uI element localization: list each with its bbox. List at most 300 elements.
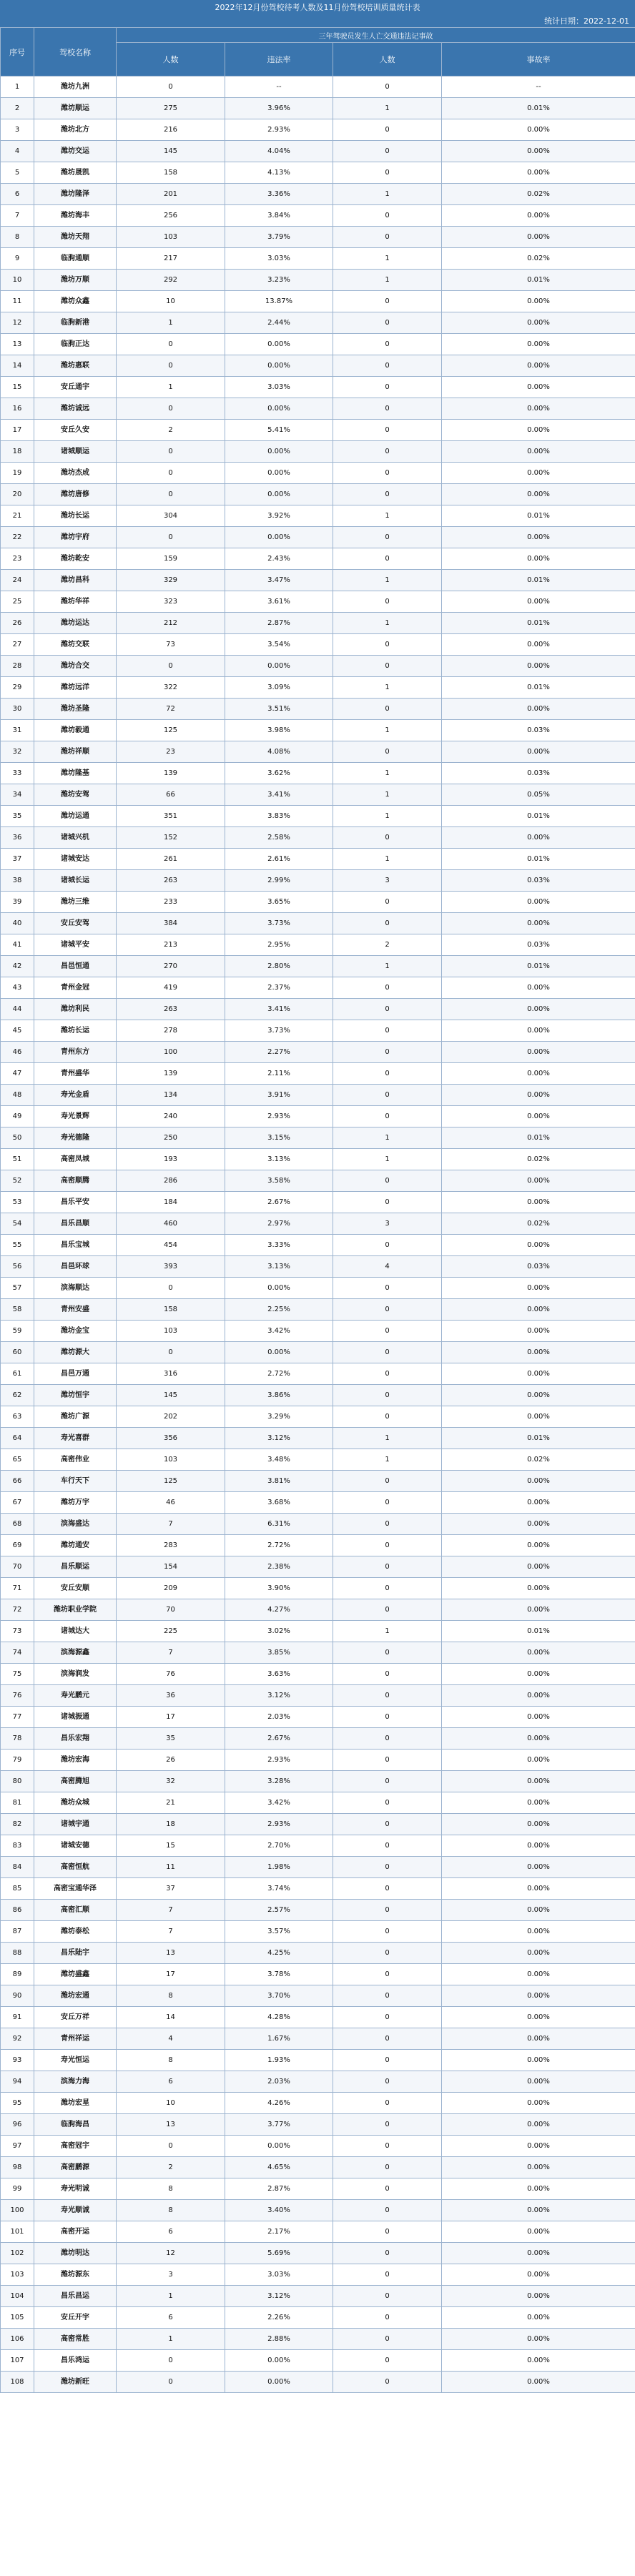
cell-count2: 0 xyxy=(333,312,442,334)
cell-count2: 1 xyxy=(333,784,442,806)
cell-count2: 4 xyxy=(333,1256,442,1278)
cell-rate1: 2.03% xyxy=(225,2071,333,2093)
cell-count1: 100 xyxy=(117,1042,225,1063)
cell-school: 潍坊恒宇 xyxy=(34,1385,117,1406)
cell-count1: 159 xyxy=(117,548,225,570)
cell-rate2: 0.02% xyxy=(442,1213,635,1235)
cell-school: 安丘久安 xyxy=(34,420,117,441)
cell-rate2: 0.00% xyxy=(442,1835,635,1857)
header-count1: 人数 xyxy=(117,43,225,77)
cell-count2: 1 xyxy=(333,956,442,977)
cell-school: 昌乐陆宇 xyxy=(34,1943,117,1964)
cell-seq: 54 xyxy=(1,1213,34,1235)
table-row xyxy=(1,2286,635,2307)
cell-school: 诸城宇通 xyxy=(34,1814,117,1835)
cell-rate1: 3.13% xyxy=(225,1149,333,1170)
cell-seq: 30 xyxy=(1,699,34,720)
table-row xyxy=(1,1664,635,1685)
cell-rate1: 2.44% xyxy=(225,312,333,334)
cell-rate1: 0.00% xyxy=(225,1278,333,1299)
cell-rate2: 0.00% xyxy=(442,2028,635,2050)
cell-school: 昌乐宝城 xyxy=(34,1235,117,1256)
cell-rate2: 0.00% xyxy=(442,1299,635,1321)
cell-count1: 2 xyxy=(117,2157,225,2178)
cell-rate1: 0.00% xyxy=(225,398,333,420)
cell-count2: 0 xyxy=(333,1857,442,1878)
cell-seq: 33 xyxy=(1,763,34,784)
table-row xyxy=(1,1406,635,1428)
cell-count1: 275 xyxy=(117,98,225,119)
cell-school: 安丘安顺 xyxy=(34,1578,117,1599)
cell-count2: 0 xyxy=(333,1342,442,1363)
cell-count2: 0 xyxy=(333,77,442,98)
cell-rate1: 2.27% xyxy=(225,1042,333,1063)
cell-rate1: 3.40% xyxy=(225,2200,333,2221)
cell-seq: 53 xyxy=(1,1192,34,1213)
cell-count2: 0 xyxy=(333,1814,442,1835)
cell-seq: 73 xyxy=(1,1621,34,1642)
table-row xyxy=(1,1020,635,1042)
cell-rate1: 2.88% xyxy=(225,2329,333,2350)
cell-school: 寿光鹏元 xyxy=(34,1685,117,1707)
cell-count1: 460 xyxy=(117,1213,225,1235)
cell-count1: 393 xyxy=(117,1256,225,1278)
cell-count2: 0 xyxy=(333,1878,442,1900)
cell-count1: 233 xyxy=(117,892,225,913)
cell-school: 高密恒航 xyxy=(34,1857,117,1878)
cell-rate2: 0.00% xyxy=(442,827,635,849)
table-row xyxy=(1,441,635,463)
cell-count2: 0 xyxy=(333,205,442,227)
cell-school: 诸城振通 xyxy=(34,1707,117,1728)
cell-school: 潍坊长运 xyxy=(34,505,117,527)
cell-count2: 0 xyxy=(333,1471,442,1492)
cell-count2: 0 xyxy=(333,2264,442,2286)
cell-rate2: 0.00% xyxy=(442,463,635,484)
table-row xyxy=(1,1514,635,1535)
table-row xyxy=(1,1063,635,1085)
cell-seq: 42 xyxy=(1,956,34,977)
cell-count1: 70 xyxy=(117,1599,225,1621)
table-row xyxy=(1,1621,635,1642)
cell-rate1: 0.00% xyxy=(225,2350,333,2372)
cell-rate1: 3.98% xyxy=(225,720,333,741)
cell-count2: 2 xyxy=(333,934,442,956)
table-row xyxy=(1,1256,635,1278)
cell-rate2: 0.00% xyxy=(442,355,635,377)
table-row xyxy=(1,913,635,934)
cell-school: 高密冠宇 xyxy=(34,2136,117,2157)
cell-school: 寿光明诚 xyxy=(34,2178,117,2200)
cell-rate2: 0.00% xyxy=(442,441,635,463)
cell-seq: 63 xyxy=(1,1406,34,1428)
table-row xyxy=(1,1771,635,1792)
table-row xyxy=(1,1085,635,1106)
cell-seq: 95 xyxy=(1,2093,34,2114)
cell-seq: 56 xyxy=(1,1256,34,1278)
cell-rate2: 0.00% xyxy=(442,398,635,420)
cell-seq: 23 xyxy=(1,548,34,570)
table-row xyxy=(1,2307,635,2329)
cell-seq: 75 xyxy=(1,1664,34,1685)
cell-count1: 4 xyxy=(117,2028,225,2050)
table-row xyxy=(1,548,635,570)
cell-count2: 0 xyxy=(333,1514,442,1535)
cell-school: 潍坊安驾 xyxy=(34,784,117,806)
cell-count2: 0 xyxy=(333,1728,442,1750)
table-row xyxy=(1,1556,635,1578)
cell-rate2: 0.00% xyxy=(442,1514,635,1535)
table-row xyxy=(1,162,635,184)
cell-count1: 6 xyxy=(117,2221,225,2243)
cell-rate2: 0.00% xyxy=(442,162,635,184)
table-row xyxy=(1,1192,635,1213)
cell-school: 潍坊乾安 xyxy=(34,548,117,570)
cell-seq: 107 xyxy=(1,2350,34,2372)
cell-seq: 103 xyxy=(1,2264,34,2286)
cell-count1: 270 xyxy=(117,956,225,977)
cell-school: 潍坊源大 xyxy=(34,1342,117,1363)
cell-seq: 3 xyxy=(1,119,34,141)
cell-rate2: 0.00% xyxy=(442,205,635,227)
cell-seq: 77 xyxy=(1,1707,34,1728)
cell-rate1: 3.62% xyxy=(225,763,333,784)
cell-rate1: 3.70% xyxy=(225,1985,333,2007)
cell-count2: 0 xyxy=(333,1278,442,1299)
cell-rate1: 3.42% xyxy=(225,1321,333,1342)
cell-rate2: 0.00% xyxy=(442,977,635,999)
cell-count1: 292 xyxy=(117,270,225,291)
cell-rate1: 3.54% xyxy=(225,634,333,656)
cell-rate2: 0.01% xyxy=(442,806,635,827)
cell-count1: 15 xyxy=(117,1835,225,1857)
cell-rate1: 2.03% xyxy=(225,1707,333,1728)
cell-rate2: 0.00% xyxy=(442,656,635,677)
cell-count1: 2 xyxy=(117,420,225,441)
cell-school: 潍坊唐修 xyxy=(34,484,117,505)
cell-count2: 0 xyxy=(333,1321,442,1342)
cell-seq: 102 xyxy=(1,2243,34,2264)
table-row xyxy=(1,613,635,634)
cell-school: 临朐通顺 xyxy=(34,248,117,270)
cell-school: 昌邑环球 xyxy=(34,1256,117,1278)
table-row xyxy=(1,1127,635,1149)
cell-rate1: 4.28% xyxy=(225,2007,333,2028)
cell-seq: 68 xyxy=(1,1514,34,1535)
cell-count2: 0 xyxy=(333,2114,442,2136)
cell-count2: 0 xyxy=(333,741,442,763)
cell-count1: 152 xyxy=(117,827,225,849)
cell-count2: 1 xyxy=(333,1127,442,1149)
cell-count2: 0 xyxy=(333,2200,442,2221)
table-row xyxy=(1,677,635,699)
header-count2: 人数 xyxy=(333,43,442,77)
table-row xyxy=(1,1449,635,1471)
cell-rate1: 4.04% xyxy=(225,141,333,162)
cell-count2: 0 xyxy=(333,1363,442,1385)
table-row xyxy=(1,184,635,205)
cell-school: 高密顺腾 xyxy=(34,1170,117,1192)
cell-rate2: 0.00% xyxy=(442,2200,635,2221)
cell-seq: 98 xyxy=(1,2157,34,2178)
table-row xyxy=(1,141,635,162)
cell-rate1: 0.00% xyxy=(225,484,333,505)
cell-school: 潍坊盛鑫 xyxy=(34,1964,117,1985)
cell-rate1: 2.67% xyxy=(225,1728,333,1750)
cell-rate2: 0.00% xyxy=(442,1964,635,1985)
cell-rate2: 0.01% xyxy=(442,505,635,527)
cell-rate1: 3.36% xyxy=(225,184,333,205)
cell-rate2: 0.00% xyxy=(442,1599,635,1621)
table-body xyxy=(1,77,635,2393)
cell-rate2: 0.00% xyxy=(442,2157,635,2178)
cell-rate1: 2.72% xyxy=(225,1535,333,1556)
cell-rate2: 0.00% xyxy=(442,1750,635,1771)
cell-count1: 419 xyxy=(117,977,225,999)
cell-seq: 45 xyxy=(1,1020,34,1042)
cell-seq: 60 xyxy=(1,1342,34,1363)
cell-school: 青州安盛 xyxy=(34,1299,117,1321)
cell-rate1: 2.38% xyxy=(225,1556,333,1578)
table-row xyxy=(1,720,635,741)
cell-school: 潍坊长运 xyxy=(34,1020,117,1042)
cell-seq: 74 xyxy=(1,1642,34,1664)
table-row xyxy=(1,1964,635,1985)
cell-rate1: 3.23% xyxy=(225,270,333,291)
cell-count1: 8 xyxy=(117,2050,225,2071)
cell-rate1: 3.90% xyxy=(225,1578,333,1599)
cell-school: 潍坊新旺 xyxy=(34,2372,117,2393)
cell-seq: 101 xyxy=(1,2221,34,2243)
cell-seq: 82 xyxy=(1,1814,34,1835)
cell-count2: 1 xyxy=(333,98,442,119)
table-row xyxy=(1,2372,635,2393)
cell-rate2: 0.02% xyxy=(442,1149,635,1170)
table-row xyxy=(1,98,635,119)
cell-rate2: 0.00% xyxy=(442,999,635,1020)
cell-count1: 209 xyxy=(117,1578,225,1599)
cell-count2: 0 xyxy=(333,441,442,463)
cell-seq: 83 xyxy=(1,1835,34,1857)
table-header xyxy=(1,28,635,77)
cell-rate2: 0.00% xyxy=(442,334,635,355)
cell-rate2: 0.00% xyxy=(442,1728,635,1750)
cell-seq: 22 xyxy=(1,527,34,548)
cell-count1: 286 xyxy=(117,1170,225,1192)
table-row xyxy=(1,2157,635,2178)
cell-school: 诸城顺运 xyxy=(34,441,117,463)
header-seq: 序号 xyxy=(1,28,34,77)
cell-rate2: 0.00% xyxy=(442,1235,635,1256)
cell-count2: 0 xyxy=(333,1106,442,1127)
cell-school: 高密宝通华泽 xyxy=(34,1878,117,1900)
cell-rate2: 0.00% xyxy=(442,2372,635,2393)
cell-seq: 24 xyxy=(1,570,34,591)
cell-count1: 217 xyxy=(117,248,225,270)
cell-school: 昌乐顺运 xyxy=(34,1556,117,1578)
cell-rate1: 3.12% xyxy=(225,1428,333,1449)
cell-count2: 1 xyxy=(333,720,442,741)
cell-rate2: 0.00% xyxy=(442,1642,635,1664)
cell-count1: 139 xyxy=(117,763,225,784)
cell-rate2: 0.00% xyxy=(442,913,635,934)
cell-rate2: 0.01% xyxy=(442,613,635,634)
cell-rate2: 0.00% xyxy=(442,1985,635,2007)
cell-rate1: 1.98% xyxy=(225,1857,333,1878)
cell-school: 潍坊宏通 xyxy=(34,1985,117,2007)
cell-school: 昌乐平安 xyxy=(34,1192,117,1213)
table-row xyxy=(1,2178,635,2200)
cell-rate2: 0.00% xyxy=(442,2071,635,2093)
cell-count2: 0 xyxy=(333,656,442,677)
cell-rate1: 2.97% xyxy=(225,1213,333,1235)
cell-count1: 73 xyxy=(117,634,225,656)
table-row xyxy=(1,892,635,913)
table-row xyxy=(1,1321,635,1342)
cell-rate2: 0.00% xyxy=(442,1363,635,1385)
cell-count2: 0 xyxy=(333,162,442,184)
cell-seq: 90 xyxy=(1,1985,34,2007)
cell-count2: 0 xyxy=(333,2307,442,2329)
cell-count2: 0 xyxy=(333,1385,442,1406)
cell-count1: 322 xyxy=(117,677,225,699)
cell-school: 潍坊职业学院 xyxy=(34,1599,117,1621)
cell-count1: 0 xyxy=(117,463,225,484)
cell-rate2: 0.03% xyxy=(442,934,635,956)
cell-school: 潍坊昌科 xyxy=(34,570,117,591)
table-row xyxy=(1,1299,635,1321)
cell-rate1: 3.51% xyxy=(225,699,333,720)
cell-rate2: 0.01% xyxy=(442,677,635,699)
cell-seq: 79 xyxy=(1,1750,34,1771)
cell-rate2: 0.00% xyxy=(442,1321,635,1342)
cell-rate1: 2.95% xyxy=(225,934,333,956)
cell-seq: 92 xyxy=(1,2028,34,2050)
cell-rate2: 0.00% xyxy=(442,2243,635,2264)
cell-seq: 16 xyxy=(1,398,34,420)
cell-rate2: 0.00% xyxy=(442,1578,635,1599)
cell-rate1: 0.00% xyxy=(225,355,333,377)
cell-rate2: 0.00% xyxy=(442,1771,635,1792)
cell-school: 潍坊顺运 xyxy=(34,98,117,119)
cell-seq: 105 xyxy=(1,2307,34,2329)
table-row xyxy=(1,1943,635,1964)
cell-seq: 91 xyxy=(1,2007,34,2028)
cell-count1: 263 xyxy=(117,999,225,1020)
cell-count1: 158 xyxy=(117,162,225,184)
table-row xyxy=(1,527,635,548)
cell-count2: 0 xyxy=(333,1792,442,1814)
cell-count2: 0 xyxy=(333,1642,442,1664)
cell-rate2: 0.00% xyxy=(442,2264,635,2286)
table-row xyxy=(1,1278,635,1299)
cell-rate2: 0.00% xyxy=(442,1020,635,1042)
cell-count2: 0 xyxy=(333,1599,442,1621)
cell-count2: 0 xyxy=(333,1535,442,1556)
cell-count1: 11 xyxy=(117,1857,225,1878)
cell-count2: 0 xyxy=(333,334,442,355)
cell-seq: 19 xyxy=(1,463,34,484)
cell-seq: 38 xyxy=(1,870,34,892)
cell-seq: 106 xyxy=(1,2329,34,2350)
cell-rate1: 2.37% xyxy=(225,977,333,999)
cell-count2: 0 xyxy=(333,2028,442,2050)
cell-count2: 0 xyxy=(333,591,442,613)
cell-count2: 0 xyxy=(333,1771,442,1792)
cell-rate1: 2.58% xyxy=(225,827,333,849)
cell-rate2: 0.00% xyxy=(442,1943,635,1964)
cell-school: 高密鹏源 xyxy=(34,2157,117,2178)
cell-school: 潍坊九洲 xyxy=(34,77,117,98)
cell-school: 车行天下 xyxy=(34,1471,117,1492)
cell-rate2: 0.00% xyxy=(442,1707,635,1728)
cell-rate1: 3.86% xyxy=(225,1385,333,1406)
table-row xyxy=(1,1106,635,1127)
cell-rate1: 3.73% xyxy=(225,1020,333,1042)
cell-count1: 250 xyxy=(117,1127,225,1149)
table-row xyxy=(1,849,635,870)
cell-count2: 0 xyxy=(333,1556,442,1578)
cell-count2: 0 xyxy=(333,2007,442,2028)
cell-school: 潍坊交联 xyxy=(34,634,117,656)
cell-school: 高密汇顺 xyxy=(34,1900,117,1921)
cell-rate2: 0.00% xyxy=(442,548,635,570)
cell-count1: 36 xyxy=(117,1685,225,1707)
table-row xyxy=(1,77,635,98)
cell-count1: 261 xyxy=(117,849,225,870)
cell-school: 昌邑恒通 xyxy=(34,956,117,977)
cell-school: 潍坊祥顺 xyxy=(34,741,117,763)
cell-count1: 8 xyxy=(117,2178,225,2200)
cell-count1: 3 xyxy=(117,2264,225,2286)
table-row xyxy=(1,1599,635,1621)
cell-count1: 14 xyxy=(117,2007,225,2028)
cell-count2: 1 xyxy=(333,248,442,270)
cell-school: 潍坊隆泽 xyxy=(34,184,117,205)
table-row xyxy=(1,1857,635,1878)
table-row xyxy=(1,741,635,763)
cell-count2: 1 xyxy=(333,505,442,527)
cell-rate2: 0.03% xyxy=(442,720,635,741)
table-row xyxy=(1,1792,635,1814)
table-row xyxy=(1,334,635,355)
cell-count1: 145 xyxy=(117,141,225,162)
cell-rate2: 0.00% xyxy=(442,1492,635,1514)
cell-count2: 0 xyxy=(333,1042,442,1063)
cell-rate2: 0.00% xyxy=(442,484,635,505)
cell-rate2: 0.00% xyxy=(442,1471,635,1492)
cell-count2: 0 xyxy=(333,1406,442,1428)
cell-count2: 0 xyxy=(333,1578,442,1599)
cell-count2: 1 xyxy=(333,677,442,699)
cell-seq: 72 xyxy=(1,1599,34,1621)
cell-count1: 37 xyxy=(117,1878,225,1900)
cell-count1: 103 xyxy=(117,1321,225,1342)
cell-count1: 158 xyxy=(117,1299,225,1321)
table-row xyxy=(1,463,635,484)
cell-count1: 139 xyxy=(117,1063,225,1085)
table-row xyxy=(1,2329,635,2350)
cell-rate1: 4.08% xyxy=(225,741,333,763)
table-row xyxy=(1,784,635,806)
cell-count1: 201 xyxy=(117,184,225,205)
table-row xyxy=(1,355,635,377)
cell-seq: 104 xyxy=(1,2286,34,2307)
cell-school: 潍坊明达 xyxy=(34,2243,117,2264)
cell-rate2: 0.00% xyxy=(442,634,635,656)
cell-rate1: 4.13% xyxy=(225,162,333,184)
cell-count1: 278 xyxy=(117,1020,225,1042)
